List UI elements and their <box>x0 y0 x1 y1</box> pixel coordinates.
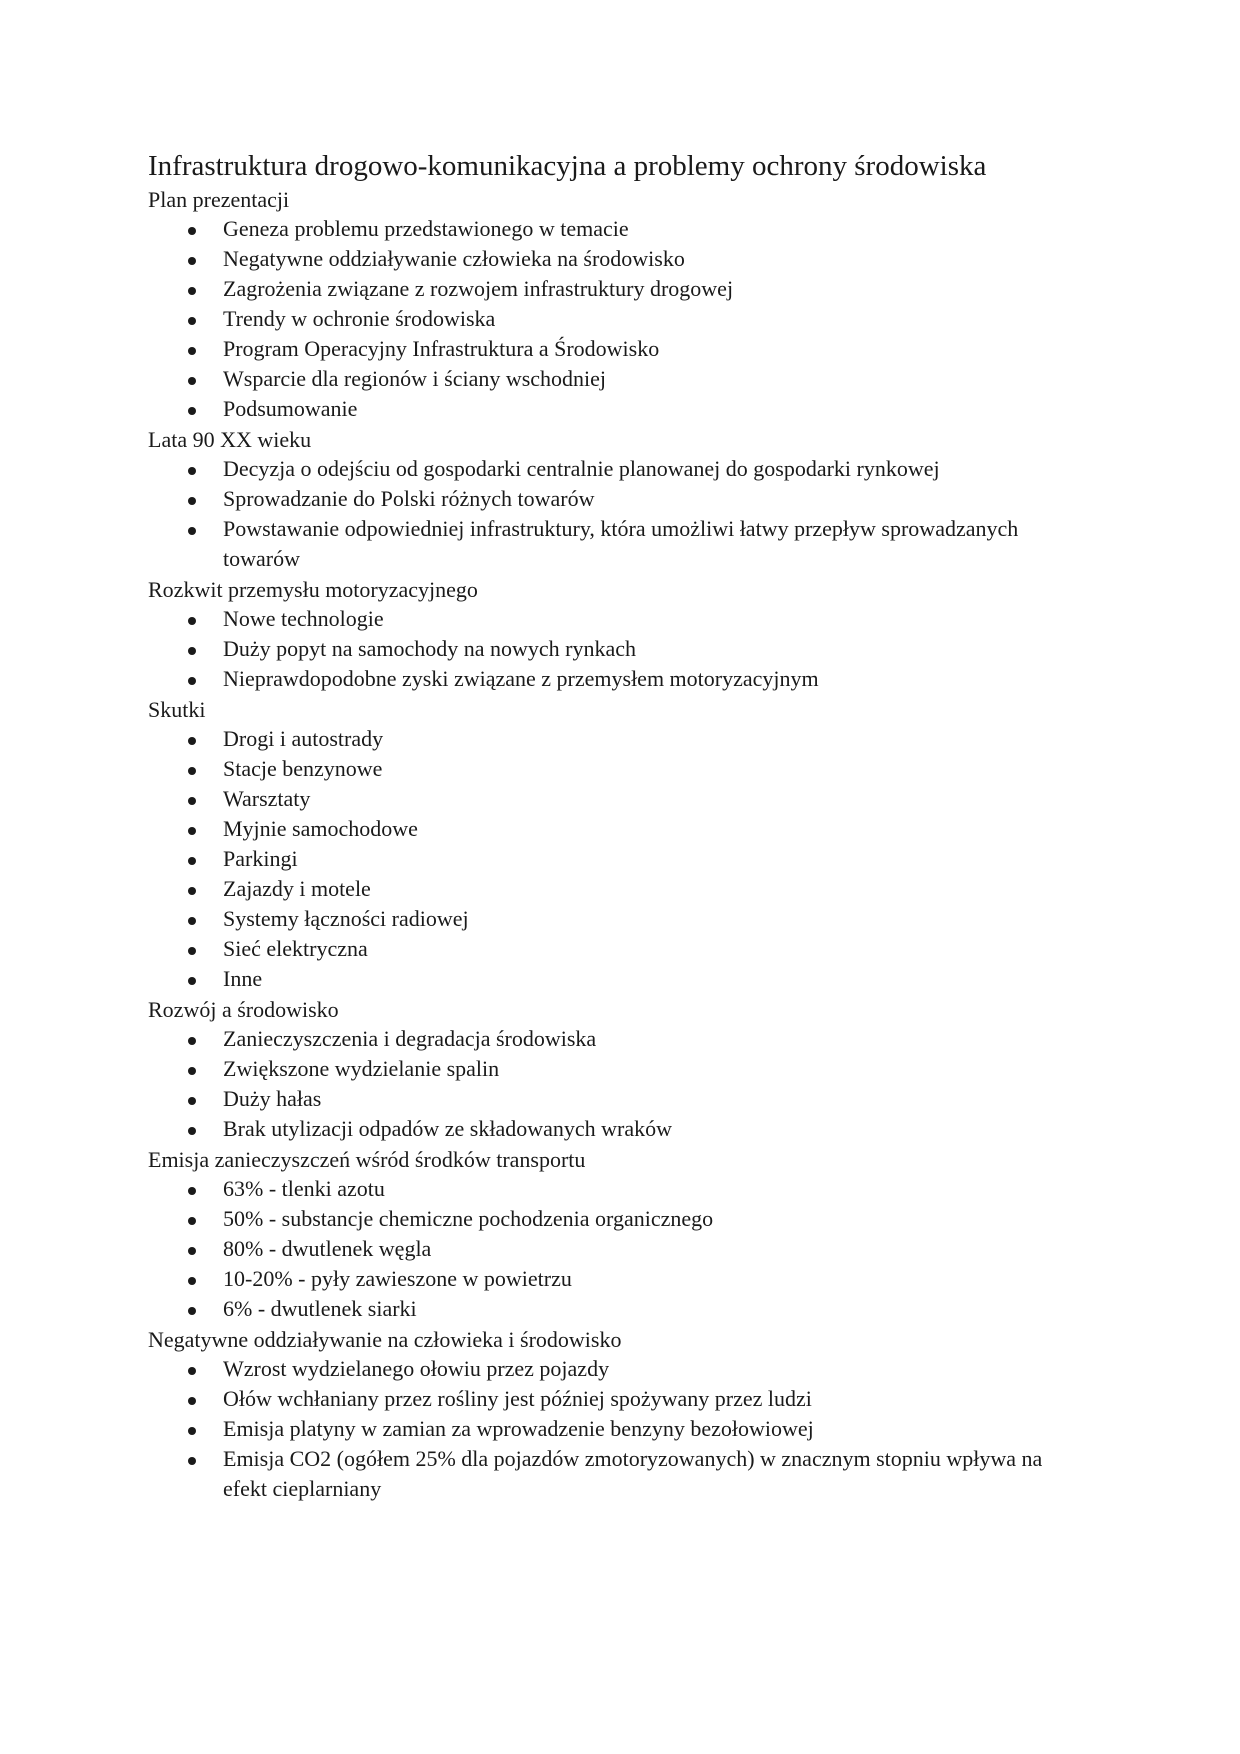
document-title: Infrastruktura drogowo-komunikacyjna a problemy ochrony środowiska <box>148 150 987 182</box>
section-heading: Rozwój a środowisko <box>148 997 339 1022</box>
list-item-text: 6% - dwutlenek siarki <box>223 1296 417 1321</box>
list-item-text: Stacje benzynowe <box>223 756 383 781</box>
list-item <box>148 1204 1108 1234</box>
bullet-icon <box>188 857 196 865</box>
list-item-text: Drogi i autostrady <box>223 726 384 751</box>
bullet-icon <box>188 467 196 475</box>
bullet-list <box>148 724 1108 994</box>
bullet-icon <box>188 1367 196 1375</box>
list-item-text: Negatywne oddziaływanie człowieka na środowisko <box>223 246 685 271</box>
bullet-icon <box>188 1247 196 1255</box>
list-item-text: Duży popyt na samochody na nowych rynkach <box>223 636 637 661</box>
list-item <box>148 364 1108 394</box>
document-page <box>148 146 1108 1506</box>
list-item <box>148 1294 1108 1324</box>
list-item-text: Ołów wchłaniany przez rośliny jest później spożywany przez ludzi <box>223 1386 812 1411</box>
list-item <box>148 1384 1108 1414</box>
list-item <box>148 394 1108 424</box>
list-item-text: 80% - dwutlenek węgla <box>223 1236 432 1261</box>
list-item-text: Duży hałas <box>223 1086 322 1111</box>
list-item-text: Podsumowanie <box>223 396 358 421</box>
list-item <box>148 514 1108 574</box>
list-item-text: Nowe technologie <box>223 606 384 631</box>
bullet-icon <box>188 1277 196 1285</box>
list-item <box>148 664 1108 694</box>
list-item-text: 50% - substancje chemiczne pochodzenia organicznego <box>223 1206 714 1231</box>
list-item-text: Brak utylizacji odpadów ze składowanych wraków <box>223 1116 673 1141</box>
bullet-list <box>148 604 1108 694</box>
bullet-icon <box>188 1037 196 1045</box>
list-item <box>148 874 1108 904</box>
list-item-text: Zagrożenia związane z rozwojem infrastruktury drogowej <box>223 276 734 301</box>
list-item-text: Zajazdy i motele <box>223 876 371 901</box>
bullet-icon <box>188 257 196 265</box>
list-item <box>148 844 1108 874</box>
list-item <box>148 1234 1108 1264</box>
list-item <box>148 1264 1108 1294</box>
list-item <box>148 784 1108 814</box>
section-heading: Negatywne oddziaływanie na człowieka i środowisko <box>148 1327 622 1352</box>
bullet-icon <box>188 377 196 385</box>
list-item <box>148 274 1108 304</box>
list-item <box>148 484 1108 514</box>
bullet-icon <box>188 827 196 835</box>
list-item-text: Systemy łączności radiowej <box>223 906 469 931</box>
list-item <box>148 1024 1108 1054</box>
bullet-icon <box>188 1457 196 1465</box>
list-item <box>148 214 1108 244</box>
bullet-icon <box>188 1067 196 1075</box>
bullet-icon <box>188 497 196 505</box>
list-item <box>148 814 1108 844</box>
section-heading: Lata 90 XX wieku <box>148 427 312 452</box>
list-item <box>148 904 1108 934</box>
bullet-icon <box>188 287 196 295</box>
section-heading: Plan prezentacji <box>148 187 290 212</box>
list-item <box>148 244 1108 274</box>
list-item <box>148 1054 1108 1084</box>
list-item <box>148 304 1108 334</box>
bullet-icon <box>188 1097 196 1105</box>
section-heading: Emisja zanieczyszczeń wśród środków transportu <box>148 1147 586 1172</box>
list-item-text: Decyzja o odejściu od gospodarki centralnie planowanej do gospodarki rynkowej <box>223 456 940 481</box>
list-item <box>148 454 1108 484</box>
bullet-icon <box>188 347 196 355</box>
list-item-text: Sieć elektryczna <box>223 936 368 961</box>
bullet-icon <box>188 677 196 685</box>
bullet-icon <box>188 767 196 775</box>
bullet-icon <box>188 797 196 805</box>
list-item-text: 63% - tlenki azotu <box>223 1176 385 1201</box>
list-item <box>148 1444 1108 1504</box>
list-item-text: Geneza problemu przedstawionego w temacie <box>223 216 629 241</box>
bullet-icon <box>188 617 196 625</box>
bullet-icon <box>188 527 196 535</box>
bullet-icon <box>188 407 196 415</box>
document-body <box>148 186 1108 1504</box>
list-item-text: Inne <box>223 966 263 991</box>
list-item <box>148 1114 1108 1144</box>
list-item-text: Wsparcie dla regionów i ściany wschodniej <box>223 366 607 391</box>
list-item <box>148 754 1108 784</box>
list-item-text: Powstawanie odpowiedniej infrastruktury, która umożliwi łatwy przepływ sprowadzanych towarów <box>223 516 1019 571</box>
section-heading: Rozkwit przemysłu motoryzacyjnego <box>148 577 478 602</box>
bullet-list <box>148 454 1108 574</box>
bullet-icon <box>188 647 196 655</box>
bullet-icon <box>188 947 196 955</box>
list-item-text: Myjnie samochodowe <box>223 816 418 841</box>
list-item-text: Zanieczyszczenia i degradacja środowiska <box>223 1026 597 1051</box>
list-item-text: Nieprawdopodobne zyski związane z przemysłem motoryzacyjnym <box>223 666 819 691</box>
bullet-list <box>148 214 1108 424</box>
list-item-text: Trendy w ochronie środowiska <box>223 306 496 331</box>
list-item-text: Parkingi <box>223 846 298 871</box>
bullet-icon <box>188 737 196 745</box>
bullet-icon <box>188 1187 196 1195</box>
list-item <box>148 1414 1108 1444</box>
list-item-text: Zwiększone wydzielanie spalin <box>223 1056 500 1081</box>
list-item <box>148 964 1108 994</box>
list-item-text: Sprowadzanie do Polski różnych towarów <box>223 486 595 511</box>
list-item <box>148 634 1108 664</box>
list-item-text: Warsztaty <box>223 786 311 811</box>
bullet-icon <box>188 887 196 895</box>
bullet-icon <box>188 1397 196 1405</box>
bullet-icon <box>188 227 196 235</box>
bullet-icon <box>188 1307 196 1315</box>
list-item <box>148 1174 1108 1204</box>
bullet-icon <box>188 1427 196 1435</box>
list-item-text: Wzrost wydzielanego ołowiu przez pojazdy <box>223 1356 610 1381</box>
list-item <box>148 334 1108 364</box>
bullet-icon <box>188 977 196 985</box>
bullet-list <box>148 1024 1108 1144</box>
bullet-list <box>148 1354 1108 1504</box>
list-item-text: Program Operacyjny Infrastruktura a Środowisko <box>223 336 660 361</box>
bullet-icon <box>188 317 196 325</box>
list-item <box>148 604 1108 634</box>
list-item <box>148 724 1108 754</box>
bullet-icon <box>188 1127 196 1135</box>
list-item <box>148 934 1108 964</box>
list-item-text: Emisja platyny w zamian za wprowadzenie benzyny bezołowiowej <box>223 1416 814 1441</box>
section-heading: Skutki <box>148 697 206 722</box>
list-item <box>148 1084 1108 1114</box>
bullet-list <box>148 1174 1108 1324</box>
list-item-text: Emisja CO2 (ogółem 25% dla pojazdów zmotoryzowanych) w znacznym stopniu wpływa na efekt cieplarniany <box>223 1446 1043 1501</box>
list-item-text: 10-20% - pyły zawieszone w powietrzu <box>223 1266 572 1291</box>
list-item <box>148 1354 1108 1384</box>
bullet-icon <box>188 917 196 925</box>
bullet-icon <box>188 1217 196 1225</box>
